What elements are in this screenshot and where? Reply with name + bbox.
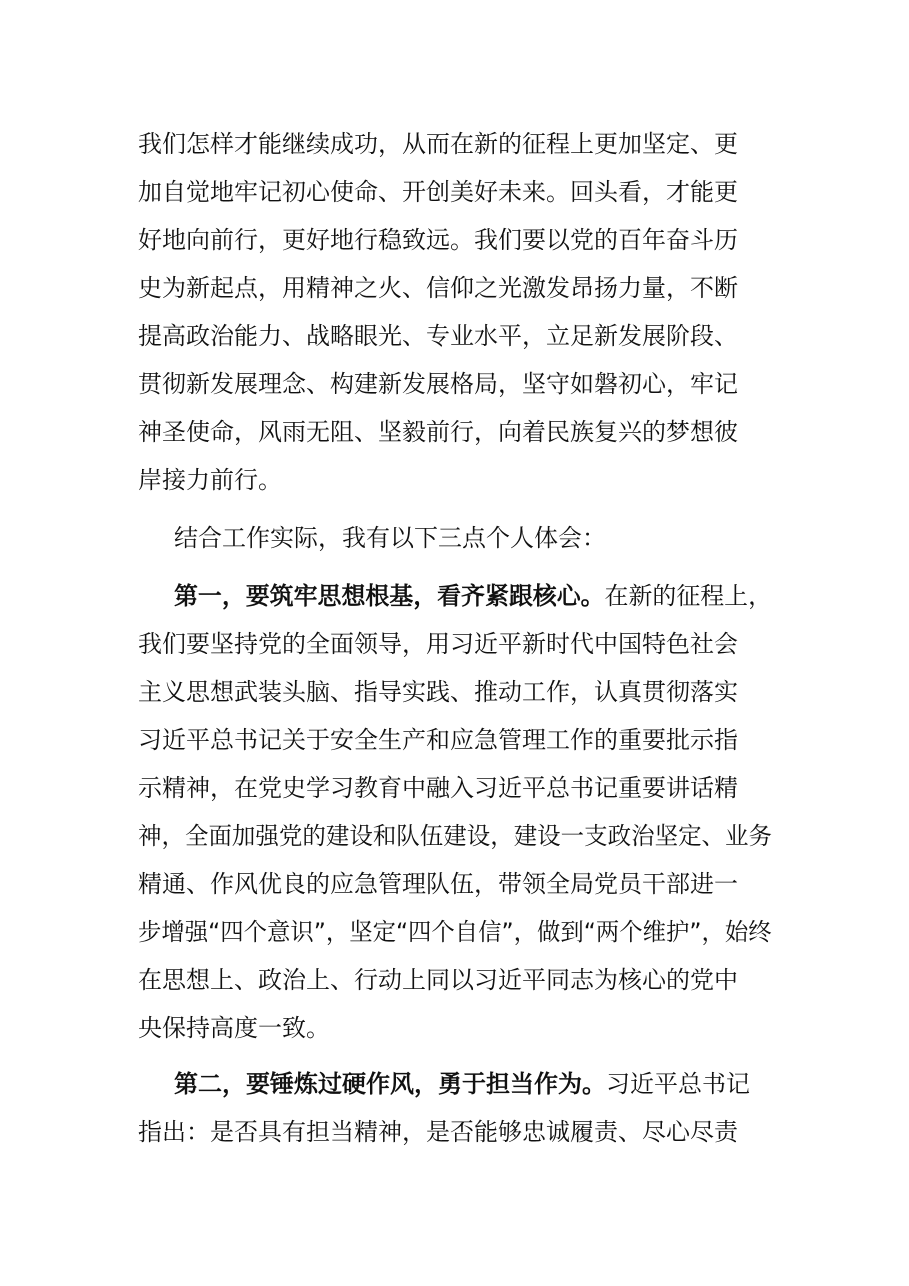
text-line: 提高政治能力、战略眼光、专业水平，立足新发展阶段、 [138, 322, 738, 350]
paragraph-heading-line [174, 572, 770, 620]
text-line: 习近平总书记关于安全生产和应急管理工作的重要批示指 [138, 726, 738, 754]
text-line: 岸接力前行。 [138, 466, 282, 494]
text-line: 好地向前行，更好地行稳致远。我们要以党的百年奋斗历 [138, 226, 738, 254]
text-line: 主义思想武装头脑、指导实践、推动工作，认真贯彻落实 [138, 678, 738, 706]
text-line: 神圣使命，风雨无阻、坚毅前行，向着民族复兴的梦想彼 [138, 418, 738, 446]
text-line: 步增强“四个意识”，坚定“四个自信”，做到“两个维护”，始终 [138, 918, 772, 946]
text-line: 指出：是否具有担当精神，是否能够忠诚履责、尽心尽责 [138, 1118, 738, 1146]
paragraph-heading-line [174, 1060, 772, 1108]
text-line: 示精神，在党史学习教育中融入习近平总书记重要讲话精 [138, 774, 738, 802]
text-fragment: 在新的征程上， [604, 582, 772, 610]
text-line: 在思想上、政治上、行动上同以习近平同志为核心的党中 [138, 966, 738, 994]
text-line: 央保持高度一致。 [138, 1014, 330, 1042]
text-line: 精通、作风优良的应急管理队伍，带领全局党员干部进一 [138, 870, 738, 898]
text-line: 神，全面加强党的建设和队伍建设，建设一支政治坚定、业务 [138, 822, 772, 850]
paragraph-heading: 第一，要筑牢思想根基，看齐紧跟核心。 [174, 582, 605, 610]
text-line: 加自觉地牢记初心使命、开创美好未来。回头看，才能更 [138, 178, 738, 206]
text-line: 我们怎样才能继续成功，从而在新的征程上更加坚定、更 [138, 130, 738, 158]
text-line: 贯彻新发展理念、构建新发展格局，坚守如磐初心，牢记 [138, 370, 738, 398]
text-line: 我们要坚持党的全面领导，用习近平新时代中国特色社会 [138, 630, 738, 658]
text-fragment: 习近平总书记 [606, 1070, 750, 1098]
paragraph-heading: 第二，要锤炼过硬作风，勇于担当作为。 [174, 1070, 606, 1098]
text-line: 史为新起点，用精神之火、信仰之光激发昂扬力量，不断 [138, 274, 738, 302]
text-line: 结合工作实际，我有以下三点个人体会： [174, 524, 606, 552]
